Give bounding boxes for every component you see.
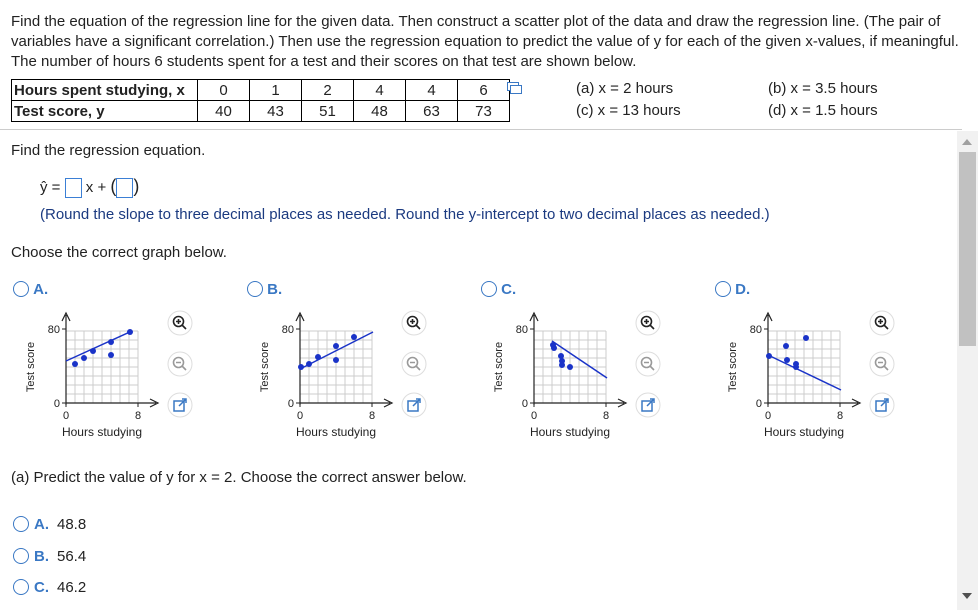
radio-button[interactable] xyxy=(715,281,731,297)
option-value: 48.8 xyxy=(57,516,87,533)
y-tick-label: 80 xyxy=(749,324,762,336)
y-axis xyxy=(296,313,304,405)
eq-right-paren: ) xyxy=(133,176,140,196)
data-table xyxy=(11,79,510,122)
graph-option-d[interactable] xyxy=(715,281,750,298)
popout-icon[interactable] xyxy=(401,392,427,418)
part-b-label: (b) x = 3.5 hours xyxy=(768,80,878,97)
zoom-in-icon[interactable] xyxy=(401,310,427,336)
answer-option-a[interactable] xyxy=(13,516,86,533)
x-tick-label-8: 8 xyxy=(134,410,142,422)
y-axis-label: Test score xyxy=(259,341,271,393)
intro-text: Find the equation of the regression line for the given data. Then construct a scatter plot of the data and draw the regression line. (The pair of variables have a significant correlation.) Then use the regression equation to predict the value of y for each of the given x-values, if meaningful. The number of hours 6 students spent for a test and their scores on that test are shown below. xyxy=(11,13,959,70)
answer-option-b[interactable] xyxy=(13,548,86,565)
y-axis-label: Test score xyxy=(25,341,37,393)
divider xyxy=(0,129,962,130)
x-cell: 6 xyxy=(458,80,510,101)
option-letter: C. xyxy=(34,579,49,596)
eq-equals: = xyxy=(51,179,61,196)
answer-option-c[interactable] xyxy=(13,579,86,596)
grid xyxy=(768,331,840,403)
regression-prompt: Find the regression equation. xyxy=(11,142,206,159)
radio-button[interactable] xyxy=(13,579,29,595)
predict-prompt: (a) Predict the value of y for x = 2. Choose the correct answer below. xyxy=(11,469,467,486)
eq-x-plus: x + xyxy=(85,179,107,196)
zoom-out-icon[interactable] xyxy=(167,351,193,377)
option-letter: B. xyxy=(267,281,283,298)
radio-button[interactable] xyxy=(481,281,497,297)
y-cell: 51 xyxy=(302,101,354,122)
y-tick-zero: 0 xyxy=(521,398,528,410)
y-hat: ŷ xyxy=(40,179,48,196)
x-axis-label: Hours studying xyxy=(295,425,377,439)
radio-button[interactable] xyxy=(13,516,29,532)
rounding-hint: (Round the slope to three decimal places as needed. Round the y-intercept to two decimal places as needed.) xyxy=(40,206,770,223)
regression-equation xyxy=(40,176,139,198)
y-tick-label: 80 xyxy=(515,324,528,336)
x-axis xyxy=(768,399,860,407)
option-value: 46.2 xyxy=(57,579,87,596)
grid xyxy=(300,331,372,403)
graph-a xyxy=(22,305,162,443)
x-axis xyxy=(300,399,392,407)
y-axis-label: Test score xyxy=(727,341,739,393)
popout-icon[interactable] xyxy=(869,392,895,418)
option-letter: C. xyxy=(501,281,517,298)
scroll-up-arrow[interactable] xyxy=(962,139,972,145)
x-axis-label: Hours studying xyxy=(61,425,143,439)
zoom-in-icon[interactable] xyxy=(167,310,193,336)
intercept-input[interactable] xyxy=(116,178,133,198)
y-axis-label: Test score xyxy=(493,341,505,393)
option-value: 56.4 xyxy=(57,548,87,565)
x-tick-label-0: 0 xyxy=(296,410,304,422)
scrollbar-thumb[interactable] xyxy=(959,152,976,346)
graph-b xyxy=(256,305,396,443)
x-tick-label-0: 0 xyxy=(62,410,70,422)
y-axis xyxy=(764,313,772,405)
option-letter: A. xyxy=(34,516,49,533)
y-axis xyxy=(530,313,538,405)
option-letter: A. xyxy=(33,281,49,298)
popout-icon[interactable] xyxy=(635,392,661,418)
copy-table-icon[interactable] xyxy=(507,82,522,94)
table-row-y xyxy=(12,101,510,122)
x-cell: 4 xyxy=(354,80,406,101)
y-tick-zero: 0 xyxy=(53,398,60,410)
x-cell: 0 xyxy=(198,80,250,101)
x-cell: 4 xyxy=(406,80,458,101)
x-axis xyxy=(534,399,626,407)
x-cell: 1 xyxy=(250,80,302,101)
eq-left-paren: ( xyxy=(110,176,117,196)
graph-option-b[interactable] xyxy=(247,281,282,298)
part-c-label: (c) x = 13 hours xyxy=(576,102,681,119)
table-row-x xyxy=(12,80,510,101)
x-axis xyxy=(66,399,158,407)
radio-button[interactable] xyxy=(13,548,29,564)
slope-input[interactable] xyxy=(65,178,82,198)
x-tick-label-8: 8 xyxy=(368,410,376,422)
zoom-out-icon[interactable] xyxy=(635,351,661,377)
y-cell: 43 xyxy=(250,101,302,122)
y-tick-zero: 0 xyxy=(287,398,294,410)
x-axis-label: Hours studying xyxy=(763,425,845,439)
x-axis-label: Hours studying xyxy=(529,425,611,439)
y-tick-zero: 0 xyxy=(755,398,762,410)
option-letter: B. xyxy=(34,548,49,565)
x-tick-label-8: 8 xyxy=(836,410,844,422)
option-letter: D. xyxy=(735,281,751,298)
graph-d xyxy=(724,305,864,443)
x-tick-label-8: 8 xyxy=(602,410,610,422)
regression-line xyxy=(66,331,132,361)
graph-c xyxy=(490,305,630,443)
radio-button[interactable] xyxy=(13,281,29,297)
x-row-label: Hours spent studying, x xyxy=(12,80,198,101)
zoom-out-icon[interactable] xyxy=(869,351,895,377)
graph-option-a[interactable] xyxy=(13,281,48,298)
y-cell: 73 xyxy=(458,101,510,122)
y-cell: 40 xyxy=(198,101,250,122)
part-a-label: (a) x = 2 hours xyxy=(576,80,674,97)
graph-option-c[interactable] xyxy=(481,281,516,298)
popout-icon[interactable] xyxy=(167,392,193,418)
y-tick-label: 80 xyxy=(47,324,60,336)
graph-prompt: Choose the correct graph below. xyxy=(11,244,227,261)
x-cell: 2 xyxy=(302,80,354,101)
y-tick-label: 80 xyxy=(281,324,294,336)
x-tick-label-0: 0 xyxy=(764,410,772,422)
zoom-in-icon[interactable] xyxy=(635,310,661,336)
y-cell: 63 xyxy=(406,101,458,122)
radio-button[interactable] xyxy=(247,281,263,297)
zoom-out-icon[interactable] xyxy=(401,351,427,377)
y-row-label: Test score, y xyxy=(12,101,198,122)
x-tick-label-0: 0 xyxy=(530,410,538,422)
part-d-label: (d) x = 1.5 hours xyxy=(768,102,878,119)
zoom-in-icon[interactable] xyxy=(869,310,895,336)
scroll-down-arrow[interactable] xyxy=(962,593,972,599)
grid xyxy=(66,331,138,403)
y-cell: 48 xyxy=(354,101,406,122)
